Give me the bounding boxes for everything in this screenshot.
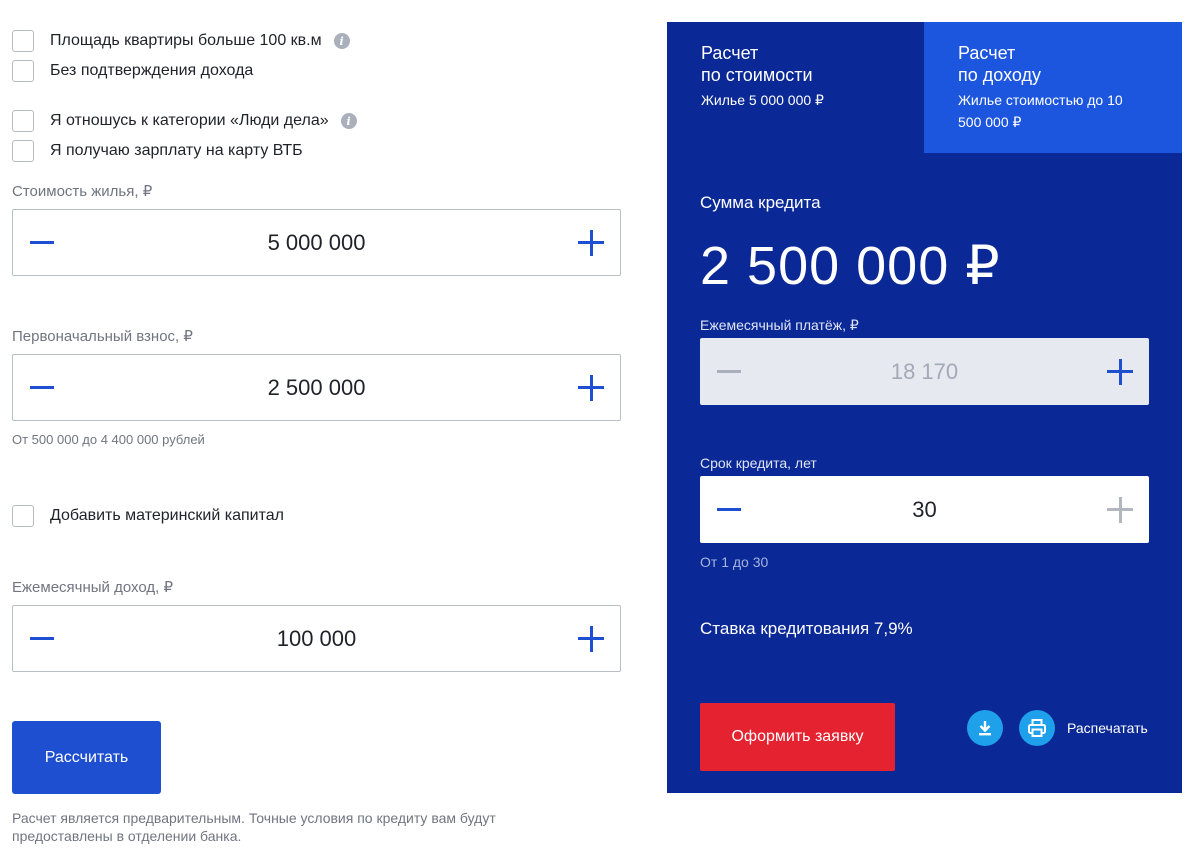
minus-icon	[30, 386, 54, 389]
option-area-over-100[interactable]	[12, 30, 350, 52]
tab-title-line1: Расчет	[701, 43, 759, 63]
loan-amount-value: 2 500 000 ₽	[700, 236, 1001, 296]
option-maternity-capital[interactable]	[12, 505, 284, 527]
loan-term-value[interactable]: 30	[912, 496, 937, 522]
checkbox-vtb-salary[interactable]	[12, 140, 34, 162]
tab-title-line2: по стоимости	[701, 65, 813, 85]
result-panel	[667, 22, 1182, 793]
increase-button[interactable]	[1091, 338, 1149, 405]
option-label: Я отношусь к категории «Люди дела»	[50, 112, 329, 129]
down-payment-value[interactable]: 2 500 000	[267, 374, 366, 400]
minus-icon	[717, 508, 741, 511]
property-cost-label: Стоимость жилья, ₽	[12, 183, 153, 200]
tab-title-line1: Расчет	[958, 43, 1016, 63]
decrease-button[interactable]	[13, 210, 71, 275]
down-payment-hint: От 500 000 до 4 400 000 рублей	[12, 432, 205, 447]
checkbox-maternity-capital[interactable]	[12, 505, 34, 527]
increase-button[interactable]	[562, 210, 620, 275]
minus-icon	[30, 637, 54, 640]
tab-by-cost[interactable]	[667, 22, 924, 153]
tab-title-line2: по доходу	[958, 65, 1041, 85]
property-cost-value[interactable]: 5 000 000	[267, 229, 366, 255]
printer-glyph	[1027, 718, 1047, 738]
loan-term-hint: От 1 до 30	[700, 554, 769, 570]
monthly-income-stepper[interactable]	[12, 605, 621, 672]
property-cost-stepper[interactable]	[12, 209, 621, 276]
option-label: Площадь квартиры больше 100 кв.м	[50, 32, 322, 49]
minus-icon	[30, 241, 54, 244]
decrease-button[interactable]	[13, 606, 71, 671]
loan-term-stepper[interactable]	[700, 476, 1149, 543]
option-no-income-proof[interactable]	[12, 60, 253, 82]
calculate-button[interactable]: Рассчитать	[12, 721, 161, 794]
option-label: Добавить материнский капитал	[50, 507, 284, 524]
checkbox-people-of-business[interactable]	[12, 110, 34, 132]
tab-subtitle: Жилье 5 000 000 ₽	[701, 92, 824, 108]
loan-amount-label: Сумма кредита	[700, 193, 821, 212]
monthly-payment-value[interactable]: 18 170	[890, 358, 959, 384]
monthly-income-value[interactable]: 100 000	[276, 625, 357, 651]
option-label: Я получаю зарплату на карту ВТБ	[50, 142, 303, 159]
monthly-income-label: Ежемесячный доход, ₽	[12, 579, 173, 596]
monthly-payment-stepper[interactable]	[700, 338, 1149, 405]
down-payment-label: Первоначальный взнос, ₽	[12, 328, 193, 345]
plus-icon	[578, 230, 604, 256]
apply-button[interactable]: Оформить заявку	[700, 703, 895, 771]
plus-icon	[578, 626, 604, 652]
info-icon[interactable]: i	[341, 113, 357, 129]
checkbox-area-over-100[interactable]	[12, 30, 34, 52]
download-glyph	[976, 719, 994, 737]
option-label: Без подтверждения дохода	[50, 62, 254, 79]
plus-icon	[1107, 359, 1133, 385]
option-vtb-salary[interactable]	[12, 140, 303, 162]
monthly-payment-label: Ежемесячный платёж, ₽	[700, 317, 859, 333]
tab-subtitle: Жилье стоимостью до 10 500 000 ₽	[958, 92, 1123, 130]
print-link[interactable]: Распечатать	[1067, 720, 1148, 736]
increase-button[interactable]	[562, 355, 620, 420]
option-people-of-business[interactable]	[12, 110, 357, 132]
interest-rate-text: Ставка кредитования 7,9%	[700, 619, 913, 638]
increase-button[interactable]	[562, 606, 620, 671]
checkbox-no-income-proof[interactable]	[12, 60, 34, 82]
increase-button[interactable]	[1091, 476, 1149, 543]
plus-icon	[578, 375, 604, 401]
down-payment-stepper[interactable]	[12, 354, 621, 421]
decrease-button[interactable]	[13, 355, 71, 420]
loan-term-label: Срок кредита, лет	[700, 455, 817, 471]
download-icon[interactable]	[967, 710, 1003, 746]
decrease-button[interactable]	[700, 476, 758, 543]
disclaimer-text: Расчет является предварительным. Точные условия по кредиту вам будут предоставлены в отделении банка.	[12, 810, 496, 844]
decrease-button[interactable]	[700, 338, 758, 405]
info-icon[interactable]: i	[334, 33, 350, 49]
plus-icon	[1107, 497, 1133, 523]
tab-by-income[interactable]	[924, 22, 1182, 153]
printer-icon[interactable]	[1019, 710, 1055, 746]
minus-icon	[717, 370, 741, 373]
